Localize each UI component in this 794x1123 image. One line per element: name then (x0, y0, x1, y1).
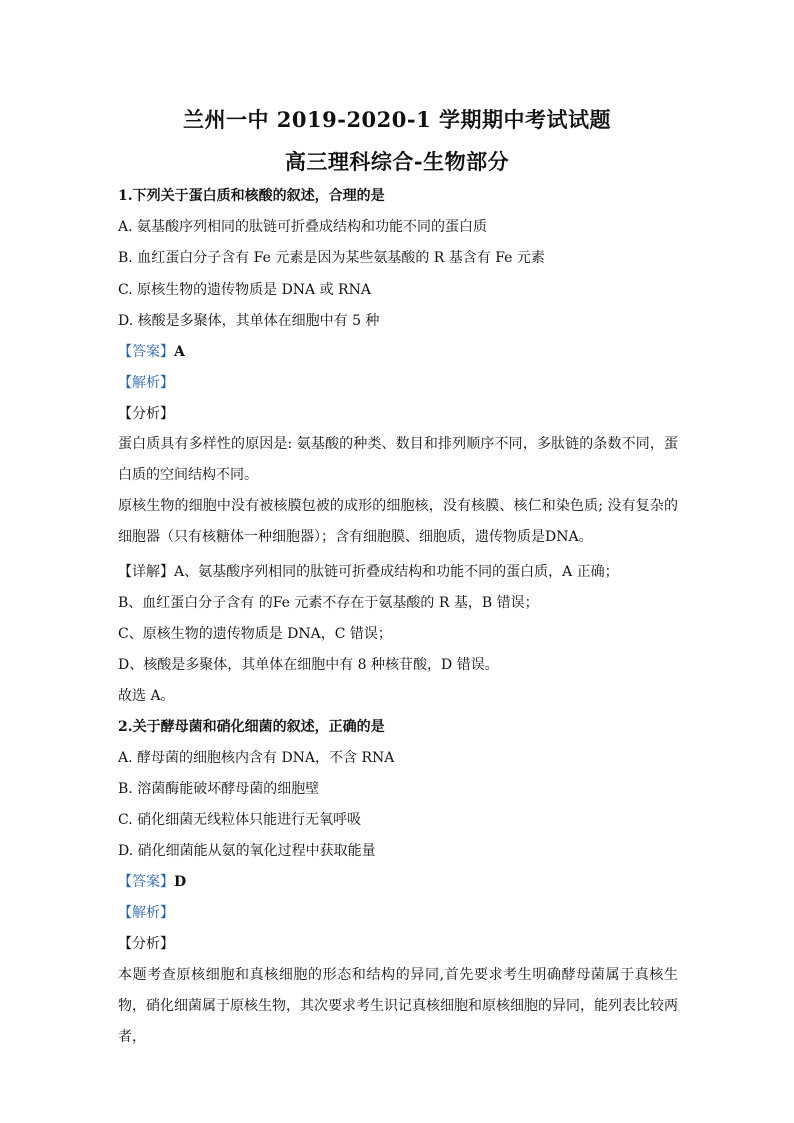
document-subtitle: 高三理科综合-生物部分 (284, 149, 510, 174)
question-1-fenxi-tag: 【分析】 (118, 406, 174, 422)
question-2-fenxi-tag: 【分析】 (118, 936, 174, 952)
question-1-analysis-tag: 【解析】 (118, 375, 174, 391)
question-1-detail-line-1: 【详解】A、氨基酸序列相同的肽链可折叠成结构和功能不同的蛋白质，A 正确； (118, 564, 619, 580)
question-1-answer (118, 343, 680, 361)
question-2-answer (118, 873, 680, 891)
question-2-option-a: A. 酵母菌的细胞核内含有 DNA，不含 RNA (118, 750, 395, 766)
question-2-option-b: B. 溶菌酶能破坏酵母菌的细胞壁 (118, 781, 320, 797)
question-1-detail-line-4: D、核酸是多聚体，其单体在细胞中有 8 种核苷酸，D 错误。 (118, 657, 499, 673)
question-1-analysis-paragraph-1: 蛋白质具有多样性的原因是: 氨基酸的种类、数目和排列顺序不同，多肽链的条数不同，蛋白质的空间结构不同。 (118, 436, 678, 483)
question-2-analysis-paragraph-1: 本题考查原核细胞和真核细胞的形态和结构的异同,首先要求考生明确酵母菌属于真核生物，硝化细菌属于原核生物，其次要求考生识记真核细胞和原核细胞的异同，能列表比较两者， (118, 967, 678, 1045)
document-title: 兰州一中 2019-2020-1 学期期中考试试题 (182, 107, 612, 132)
answer-tag: 【答案】 (118, 874, 174, 890)
question-2-stem: 2.关于酵母菌和硝化细菌的叙述，正确的是 (118, 719, 385, 735)
question-1-detail-line-3: C、原核生物的遗传物质是 DNA，C 错误； (118, 626, 392, 642)
question-1-option-d: D. 核酸是多聚体，其单体在细胞中有 5 种 (118, 313, 380, 329)
question-2-option-c: C. 硝化细菌无线粒体只能进行无氧呼吸 (118, 812, 362, 828)
question-2-option-d: D. 硝化细菌能从氨的氧化过程中获取能量 (118, 843, 376, 859)
question-1-stem: 1.下列关于蛋白质和核酸的叙述，合理的是 (118, 188, 385, 204)
question-1-option-b: B. 血红蛋白分子含有 Fe 元素是因为某些氨基酸的 R 基含有 Fe 元素 (118, 250, 545, 266)
question-1-option-a: A. 氨基酸序列相同的肽链可折叠成结构和功能不同的蛋白质 (118, 219, 488, 235)
answer-tag: 【答案】 (118, 344, 174, 360)
answer-value: A (174, 344, 185, 360)
question-1-option-c: C. 原核生物的遗传物质是 DNA 或 RNA (118, 282, 371, 298)
question-1-analysis-paragraph-2: 原核生物的细胞中没有被核膜包被的成形的细胞核，没有核膜、核仁和染色质; 没有复杂的细胞器（只有核糖体一种细胞器）；含有细胞膜、细胞质，遗传物质是DNA。 (118, 498, 678, 545)
question-1-detail-line-2: B、血红蛋白分子含有 的Fe 元素不存在于氨基酸的 R 基，B 错误； (118, 595, 539, 611)
question-1-conclusion: 故选 A。 (118, 688, 175, 704)
answer-value: D (174, 874, 187, 890)
question-2-analysis-tag: 【解析】 (118, 905, 174, 921)
